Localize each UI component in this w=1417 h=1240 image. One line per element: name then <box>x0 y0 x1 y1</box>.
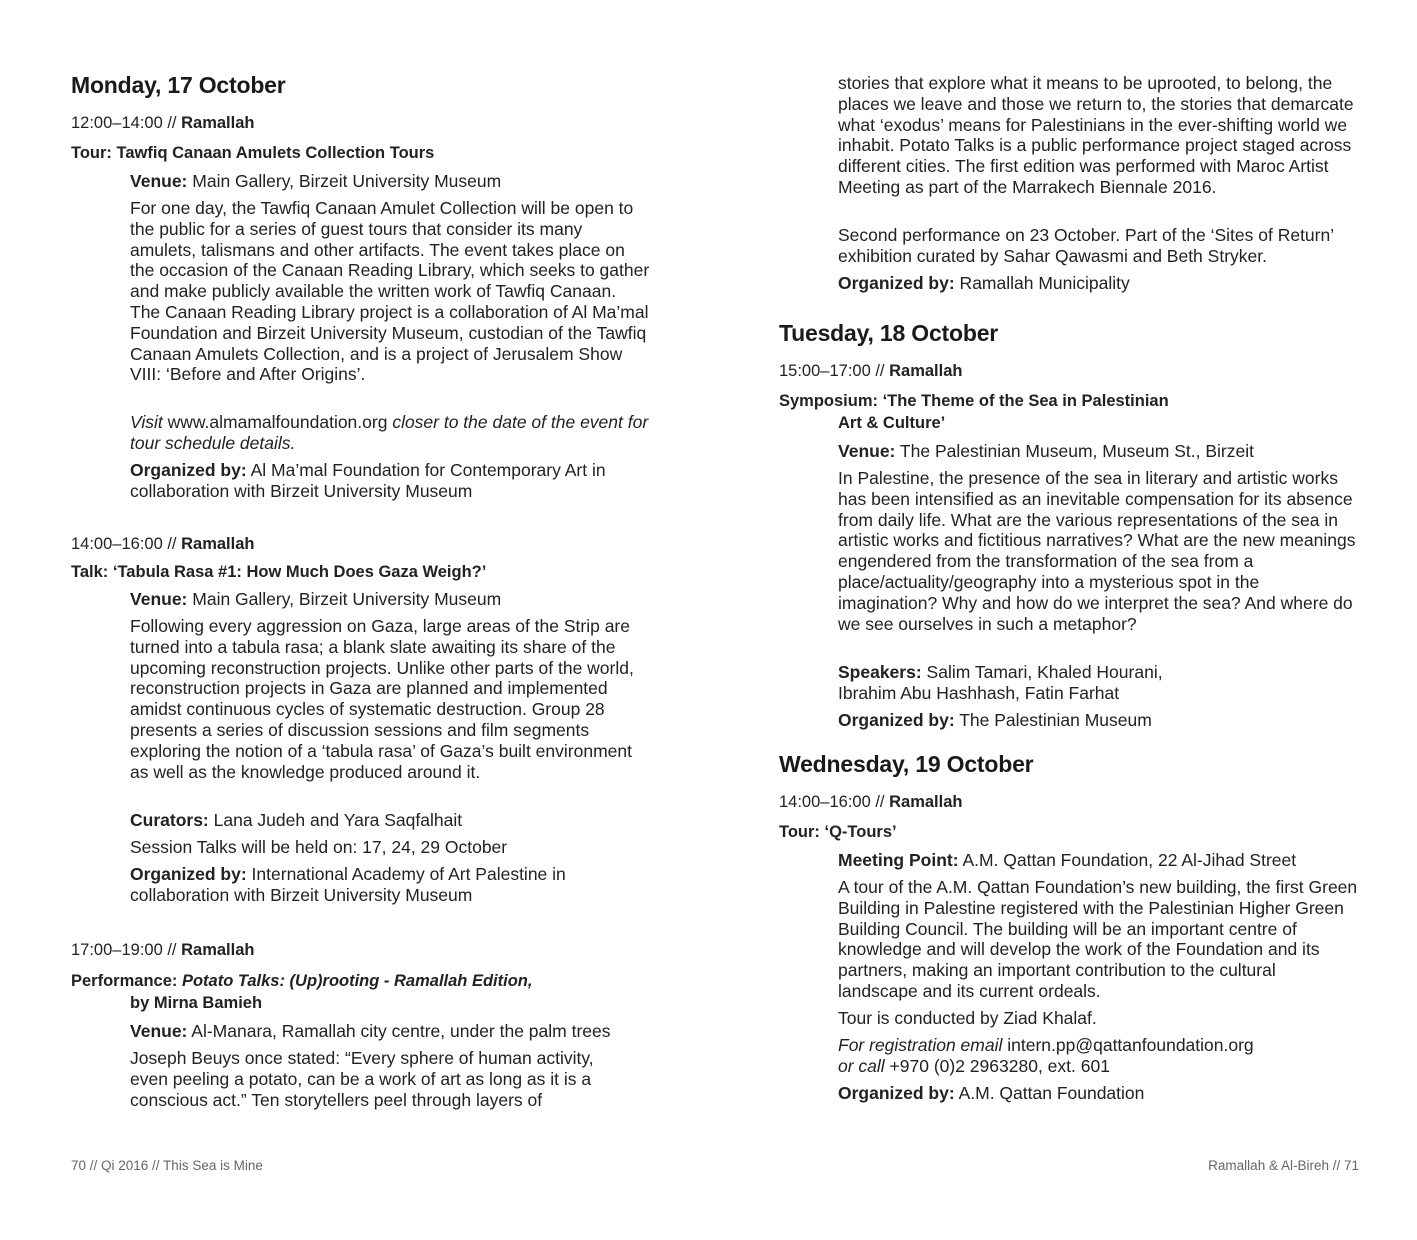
curators-line <box>130 810 650 831</box>
registration-call: or call <box>838 1055 885 1076</box>
title-italic: Potato Talks: (Up)rooting - Ramallah Edition, <box>181 972 533 990</box>
time-range: 14:00–16:00 // <box>71 535 182 553</box>
organized-value: A.M. Qattan Foundation <box>954 1083 1145 1103</box>
venue-label: Venue: <box>130 1021 188 1041</box>
event-title: Tour: ‘Q-Tours’ <box>779 823 897 841</box>
speakers-line <box>838 662 1358 704</box>
title-line-2: Art & Culture’ <box>838 414 946 432</box>
curators-value: Lana Judeh and Yara Saqfalhait <box>208 810 463 830</box>
venue-line <box>838 441 1358 462</box>
organized-value: International Academy of Art Palestine in collaboration with Birzeit University Museum <box>130 864 566 905</box>
visit-prefix: Visit <box>130 412 163 432</box>
continued-description: stories that explore what it means to be uprooted, to belong, the places we leave and those we return to, the stories that demarcate what ‘exodus’ means for Palestinians in the ever-shifting world we inhabit. Potato Talks is a public performance project staged across different cities. The first edition was performed with Maroc Artist Meeting as part of the Marrakech Biennale 2016. <box>838 73 1354 197</box>
speakers-value-2: Ibrahim Abu Hashhash, Fatin Farhat <box>838 682 1120 703</box>
organized-label: Organized by: <box>838 273 955 293</box>
venue-value: Al-Manara, Ramallah city centre, under the palm trees <box>187 1021 611 1041</box>
time-range: 17:00–19:00 // <box>71 941 182 959</box>
speakers-label: Speakers: <box>838 662 922 682</box>
page-footer-right: Ramallah & Al-Bireh // 71 <box>1208 1158 1359 1173</box>
organizer-line <box>130 460 650 502</box>
event-title: Talk: ‘Tabula Rasa #1: How Much Does Gaza Weigh?’ <box>71 563 487 581</box>
meeting-point-line <box>838 850 1358 871</box>
time-range: 14:00–16:00 // <box>779 793 890 811</box>
visit-note <box>130 412 650 454</box>
speakers-value-1: Salim Tamari, Khaled Hourani, <box>921 662 1163 682</box>
visit-url: www.almamalfoundation.org <box>162 412 393 432</box>
event-title: Tour: Tawfiq Canaan Amulets Collection Tours <box>71 144 435 162</box>
venue-line <box>130 1021 670 1042</box>
event-title <box>71 970 532 1014</box>
conducted-note: Tour is conducted by Ziad Khalaf. <box>838 1008 1097 1028</box>
city-name: Ramallah <box>889 793 963 811</box>
event-time <box>779 362 962 381</box>
time-range: 12:00–14:00 // <box>71 114 182 132</box>
organized-label: Organized by: <box>838 1083 955 1103</box>
city-name: Ramallah <box>181 535 255 553</box>
event-description: A tour of the A.M. Qattan Foundation’s new building, the first Green Building in Palestine registered with the Palestinian Higher Green Building Council. The building will be an important centre of knowledge and will develop the work of the Foundation and its partners, making an important contribution to the cultural landscape and its current ordeals. <box>838 877 1358 1001</box>
organized-label: Organized by: <box>838 710 955 730</box>
registration-note <box>838 1035 1358 1077</box>
organizer-line <box>838 273 1358 294</box>
organizer-line <box>838 1083 1358 1104</box>
city-name: Ramallah <box>889 362 963 380</box>
venue-line <box>130 171 650 192</box>
curators-label: Curators: <box>130 810 209 830</box>
organized-value: The Palestinian Museum <box>954 710 1152 730</box>
venue-label: Venue: <box>838 441 896 461</box>
title-line-1: Symposium: ‘The Theme of the Sea in Palestinian <box>779 392 1169 410</box>
meeting-value: A.M. Qattan Foundation, 22 Al-Jihad Street <box>958 850 1297 870</box>
organizer-line <box>130 864 650 906</box>
event-time <box>71 941 254 960</box>
page-footer-left: 70 // Qi 2016 // This Sea is Mine <box>71 1158 263 1173</box>
meeting-label: Meeting Point: <box>838 850 959 870</box>
event-time <box>779 793 962 812</box>
registration-phone: +970 (0)2 2963280, ext. 601 <box>884 1055 1110 1076</box>
venue-line <box>130 589 650 610</box>
venue-value: Main Gallery, Birzeit University Museum <box>187 171 502 191</box>
registration-prefix: For registration email <box>838 1035 1003 1055</box>
day-heading-monday: Monday, 17 October <box>71 72 286 98</box>
continued-note: Second performance on 23 October. Part of the ‘Sites of Return’ exhibition curated by Sahar Qawasmi and Beth Stryker. <box>838 225 1334 266</box>
event-description: Following every aggression on Gaza, large areas of the Strip are turned into a tabula rasa; a blank slate awaiting its share of the upcoming reconstruction projects. Unlike other parts of the world, reconstruction projects in Gaza are planned and implemented amidst continuous cycles of systematic destruction. Group 28 presents a series of discussion sessions and film segments exploring the notion of a ‘tabula rasa’ of Gaza’s built environment as well as the knowledge produced around it. <box>130 616 634 782</box>
organized-value: Ramallah Municipality <box>954 273 1130 293</box>
organized-label: Organized by: <box>130 460 247 480</box>
title-prefix: Performance: <box>71 972 182 990</box>
city-name: Ramallah <box>181 114 255 132</box>
event-time <box>71 535 254 554</box>
event-description: Joseph Beuys once stated: “Every sphere of human activity, even peeling a potato, can be a work of art as long as it is a conscious act.” Ten storytellers peel through layers of <box>130 1048 594 1110</box>
title-line-2: by Mirna Bamieh <box>130 994 263 1012</box>
day-heading-wednesday: Wednesday, 19 October <box>779 751 1034 777</box>
city-name: Ramallah <box>181 941 255 959</box>
venue-value: The Palestinian Museum, Museum St., Birzeit <box>895 441 1254 461</box>
organized-value: Al Ma’mal Foundation for Contemporary Art in collaboration with Birzeit University Museum <box>130 460 606 501</box>
time-range: 15:00–17:00 // <box>779 362 890 380</box>
organizer-line <box>838 710 1358 731</box>
day-heading-tuesday: Tuesday, 18 October <box>779 320 999 346</box>
event-description: For one day, the Tawfiq Canaan Amulet Collection will be open to the public for a series of guest tours that consider its many amulets, talismans and other artifacts. The event takes place on the occasion of the Canaan Reading Library, which seeks to gather and make publicly available the written work of Tawfiq Canaan. The Canaan Reading Library project is a collaboration of Al Ma’mal Foundation and Birzeit University Museum, custodian of the Tawfiq Canaan Amulets Collection, and is a project of Jerusalem Show VIII: ‘Before and After Origins’. <box>130 198 650 385</box>
venue-label: Venue: <box>130 171 188 191</box>
visit-suffix: closer to the date of the event for tour schedule details. <box>130 412 649 453</box>
event-time <box>71 114 254 133</box>
event-description: In Palestine, the presence of the sea in literary and artistic works has been intensified as an inevitable compensation for its absence from daily life. What are the various representations of the sea in artistic works and fictitious narratives? What are the new meanings engendered from the transformation of the sea from a place/actuality/geography into a mysterious spot in the imagination? Why and how do we interpret the sea? And where do we see ourselves in such a metaphor? <box>838 468 1356 634</box>
event-title <box>779 390 1169 434</box>
venue-label: Venue: <box>130 589 188 609</box>
session-note: Session Talks will be held on: 17, 24, 29 October <box>130 837 508 857</box>
registration-email: intern.pp@qattanfoundation.org <box>1002 1035 1254 1055</box>
venue-value: Main Gallery, Birzeit University Museum <box>187 589 502 609</box>
organized-label: Organized by: <box>130 864 247 884</box>
